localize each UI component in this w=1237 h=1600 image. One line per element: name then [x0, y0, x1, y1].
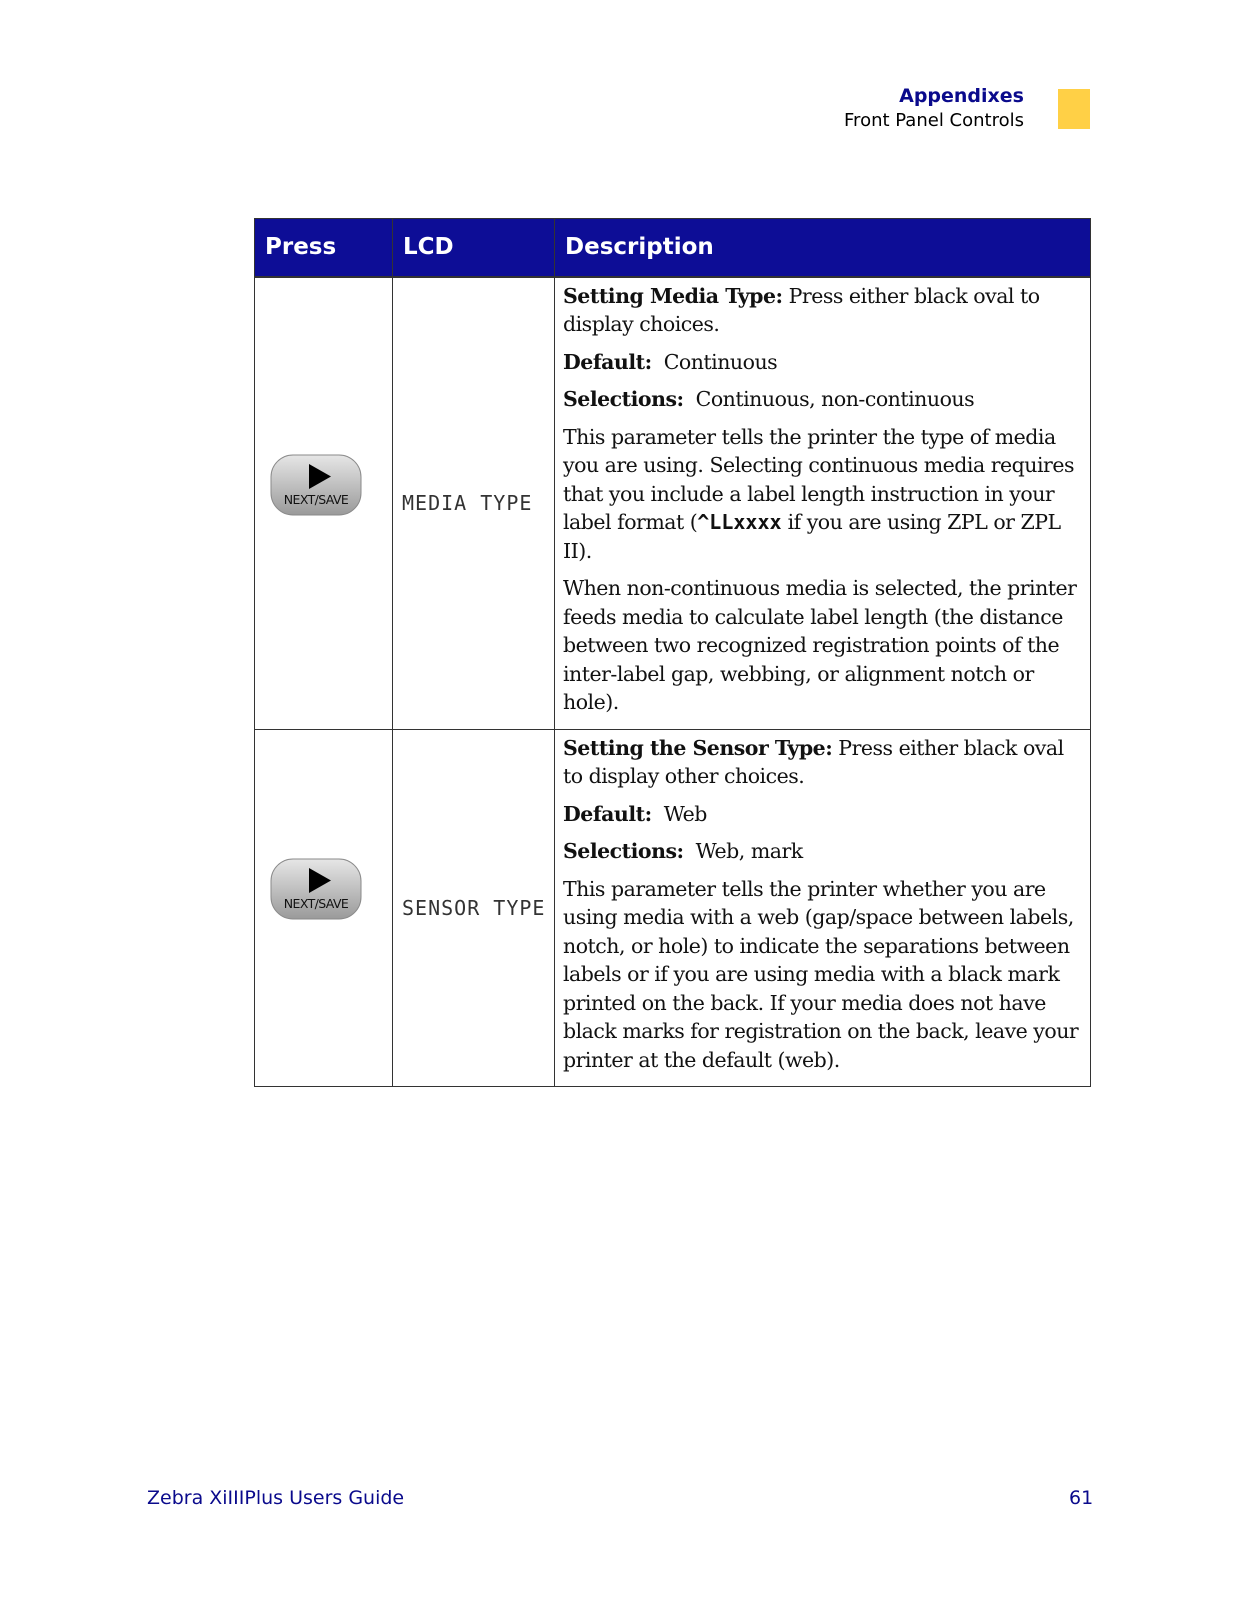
description-paragraph: When non-continuous media is selected, the printer feeds media to calculate label length (the distance between two recognized registration points of the inter-label gap, webbing, or alignment notch or hole).: [563, 576, 1077, 714]
selections-value: Continuous, non-continuous: [695, 387, 975, 411]
table-row: [255, 277, 1091, 730]
description-cell: [555, 277, 1091, 730]
description-paragraph: [563, 423, 1082, 566]
selections-paragraph: [563, 385, 1082, 414]
default-value: Continuous: [663, 349, 778, 374]
table-header-row: [255, 219, 1091, 277]
setting-text: Press either black oval to display other choices.: [563, 735, 1064, 788]
selections-label: Selections:: [563, 387, 684, 411]
description-cell: [555, 729, 1091, 1087]
selections-paragraph: [563, 837, 1082, 866]
column-header-lcd: LCD: [393, 219, 555, 277]
header-section-title: Appendixes: [899, 85, 1024, 107]
key-label: NEXT/SAVE: [283, 491, 348, 507]
default-paragraph: [563, 800, 1082, 829]
column-header-press: Press: [255, 219, 393, 277]
default-label: Default:: [563, 349, 652, 374]
chapter-tab-marker: [1058, 89, 1090, 129]
front-panel-controls-table: [254, 218, 1091, 1087]
column-header-description: Description: [555, 219, 1091, 277]
default-value: Web: [663, 801, 707, 826]
press-cell: [255, 277, 393, 730]
setting-label: Setting the Sensor Type:: [563, 735, 833, 760]
page-number: 61: [1069, 1487, 1094, 1509]
footer-guide-title: Zebra XiIIIPlus Users Guide: [147, 1487, 405, 1509]
default-paragraph: [563, 348, 1082, 377]
next-save-key: [270, 454, 362, 516]
next-save-key: [270, 858, 362, 920]
lcd-cell: SENSOR TYPE: [393, 729, 555, 1087]
setting-paragraph: [563, 734, 1082, 791]
selections-label: Selections:: [563, 839, 684, 863]
key-label: NEXT/SAVE: [283, 896, 348, 912]
setting-label: Setting Media Type:: [563, 283, 783, 308]
press-cell: [255, 729, 393, 1087]
description-text: This parameter tells the printer the type of media you are using. Selecting continuous media requires that you include a label length instruction in your label format (: [563, 424, 1074, 534]
header-subsection-title: Front Panel Controls: [844, 110, 1024, 131]
setting-paragraph: [563, 282, 1082, 339]
default-label: Default:: [563, 801, 652, 826]
command-code: ^LLxxxx: [697, 510, 782, 534]
selections-value: Web, mark: [695, 839, 803, 863]
running-header: [844, 84, 1024, 134]
table-row: [255, 729, 1091, 1087]
setting-text: Press either black oval to display choices.: [563, 283, 1040, 336]
description-paragraph: This parameter tells the printer whether you are using media with a web (gap/space between labels, notch, or hole) to indicate the separations between labels or if you are using media with a black mark printed on the back. If your media does not have black marks for registration on the back, leave your printer at the default (web).: [563, 876, 1079, 1072]
lcd-cell: MEDIA TYPE: [393, 277, 555, 730]
description-text: if you are using ZPL or ZPL II).: [563, 510, 1061, 563]
